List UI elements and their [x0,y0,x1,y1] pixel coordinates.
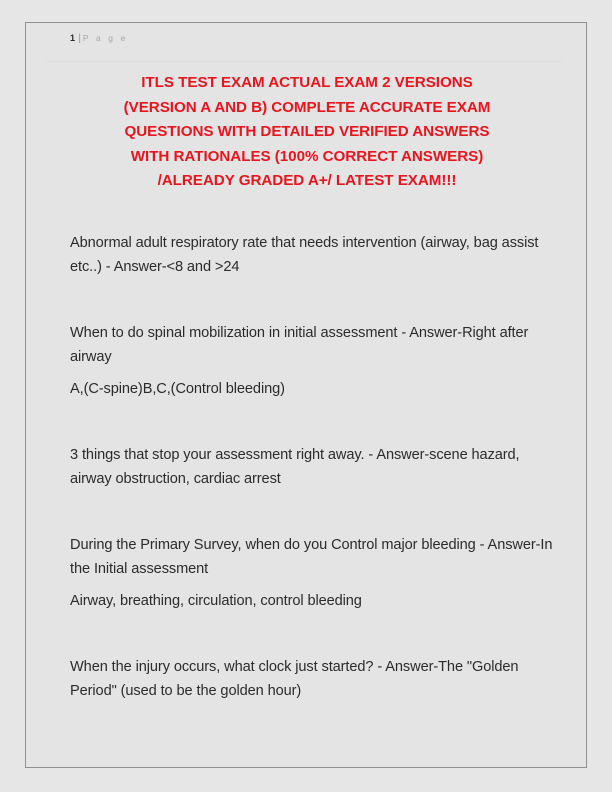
qa-question-answer: During the Primary Survey, when do you Control major bleeding - Answer-In the Initial assessment [70,537,553,577]
header-page-indicator [70,33,586,44]
qa-question-answer: When to do spinal mobilization in initial assessment - Answer-Right after airway [70,325,529,365]
header-page-label: P a g e [82,33,128,43]
qa-question-answer: When the injury occurs, what clock just started? - Answer-The "Golden Period" (used to be the golden hour) [70,659,519,699]
title-line: ITLS TEST EXAM ACTUAL EXAM 2 VERSIONS [141,74,473,91]
qa-block [70,655,560,703]
document-title [66,71,548,194]
title-line: QUESTIONS WITH DETAILED VERIFIED ANSWERS [124,123,490,140]
header-separator: | [78,33,81,44]
qa-question-answer: Abnormal adult respiratory rate that needs intervention (airway, bag assist etc..) - Answer-<8 and >24 [70,235,539,275]
page-header [26,23,586,61]
qa-block [70,533,560,613]
document-page [25,22,587,768]
header-divider [46,61,562,62]
title-line: (VERSION A AND B) COMPLETE ACCURATE EXAM [123,98,491,116]
qa-supporting-note: Airway, breathing, circulation, control bleeding [70,593,362,609]
title-line: WITH RATIONALES (100% CORRECT ANSWERS) [130,147,484,165]
qa-supporting-note: A,(C-spine)B,C,(Control bleeding) [70,381,285,397]
qa-block [70,321,560,401]
document-body [70,231,560,703]
qa-block [70,231,560,279]
qa-block [70,443,560,491]
header-page-number: 1 [70,33,76,43]
qa-question-answer: 3 things that stop your assessment right away. - Answer-scene hazard, airway obstruction, cardiac arrest [70,447,520,487]
title-line: /ALREADY GRADED A+/ LATEST EXAM!!! [157,172,457,189]
